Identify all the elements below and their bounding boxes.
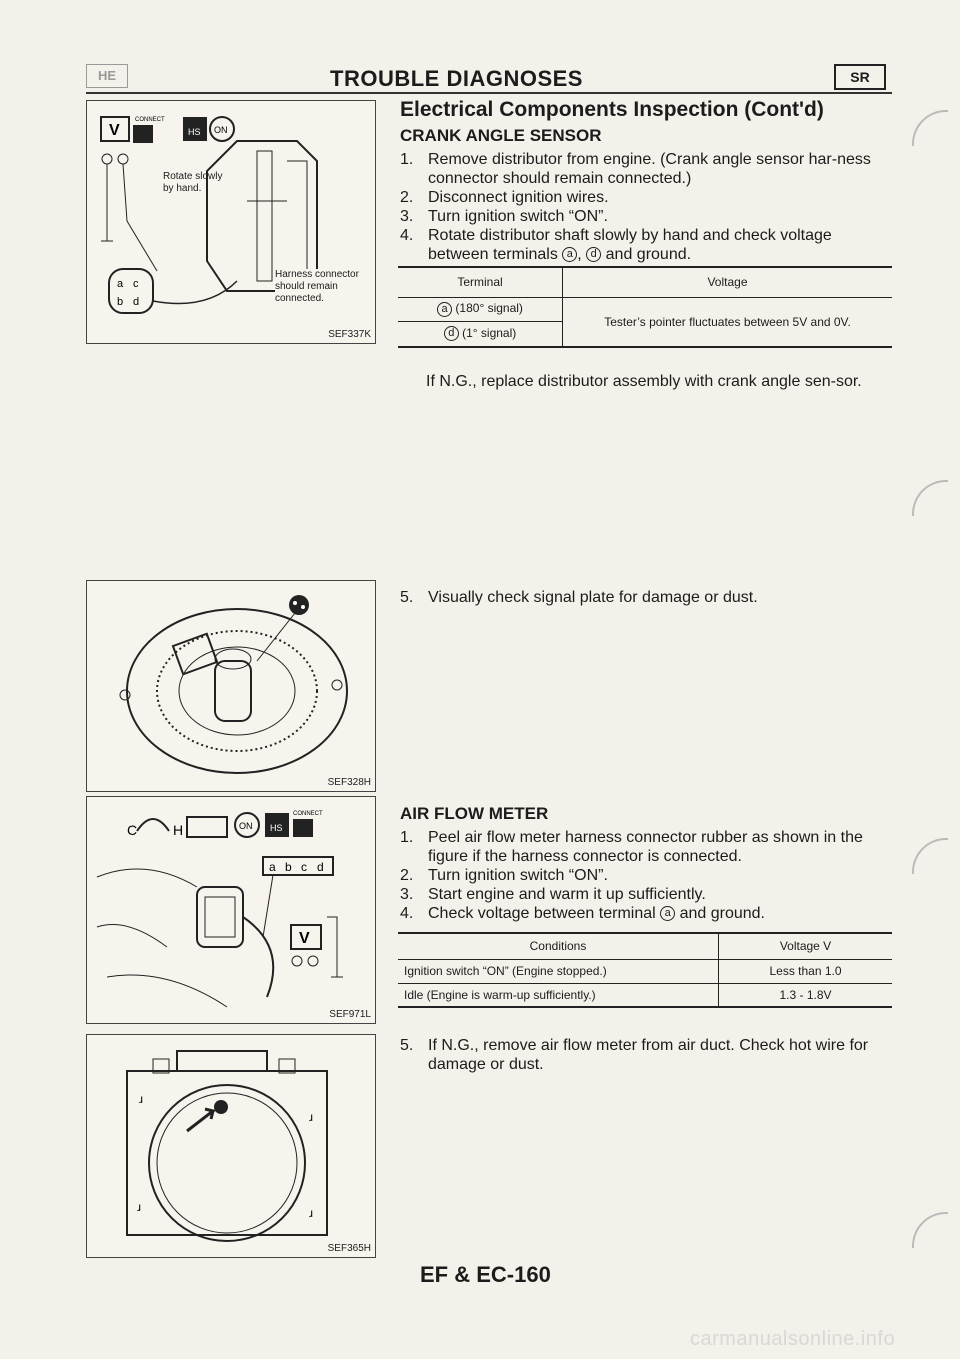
list-item: 1. Peel air flow meter harness connector rubber as shown in the figure if the harness connector is connected. <box>400 829 863 865</box>
table-header: Terminal <box>398 267 563 297</box>
h-label: H <box>173 822 184 838</box>
list-item: 4. Check voltage between terminal a and ground. <box>400 905 765 922</box>
pin-a: a <box>117 278 124 290</box>
terminal-a-icon: a <box>437 302 452 317</box>
page-header-title: TROUBLE DIAGNOSES <box>330 66 583 91</box>
binder-mark <box>912 110 948 146</box>
figure-air-flow-meter-connector <box>86 796 376 1024</box>
mount-symbol: ɹ <box>137 1200 141 1214</box>
section-title: Electrical Components Inspection (Cont'd) <box>400 98 824 121</box>
terminal-a-icon: a <box>562 247 577 262</box>
rotate-callout: Rotate slowly by hand. <box>163 171 223 194</box>
table-header: Voltage <box>563 267 893 297</box>
harness-callout: Harness connector should remain connected. <box>275 269 369 305</box>
meter-label: V <box>109 122 120 139</box>
table-header: Conditions <box>398 933 719 959</box>
table-cell: 1.3 - 1.8V <box>779 987 832 1002</box>
pin-a: a <box>269 860 276 874</box>
signal-plate-illustration <box>87 581 375 791</box>
watermark: carmanualsonline.info <box>690 1328 896 1350</box>
figure-crank-angle-sensor <box>86 100 376 344</box>
crank-heading: CRANK ANGLE SENSOR <box>400 126 602 145</box>
binder-mark <box>912 1212 948 1248</box>
meter-label: V <box>299 930 310 947</box>
list-item: 5. Visually check signal plate for damage or dust. <box>400 589 758 606</box>
mount-symbol: ɹ <box>309 1206 313 1220</box>
airflow-heading: AIR FLOW METER <box>400 804 549 823</box>
connect-label: CONNECT <box>293 811 323 817</box>
list-item: 2. Disconnect ignition wires. <box>400 189 609 206</box>
pin-d: d <box>133 296 140 308</box>
table-cell: Tester’s pointer fluctuates between 5V and 0V. <box>604 314 851 329</box>
table-cell: Idle (Engine is warm-up sufficiently.) <box>398 983 719 1007</box>
afm-connector-illustration <box>87 797 375 1023</box>
mount-symbol: ɹ <box>139 1092 143 1106</box>
figure-code: SEF365H <box>327 1243 371 1254</box>
list-item: 3. Turn ignition switch “ON”. <box>400 208 608 225</box>
crank-steps <box>400 150 892 264</box>
pin-d: d <box>317 860 324 874</box>
hs-label: HS <box>188 127 201 137</box>
terminal-d-icon: d <box>586 247 601 262</box>
table-header: Voltage V <box>719 933 893 959</box>
section-badge: SR <box>834 64 886 90</box>
list-item: 4. Rotate distributor shaft slowly by hand and check voltage between terminals a , d and ground. <box>400 227 832 263</box>
binder-mark <box>912 838 948 874</box>
page-number: EF & EC-160 <box>420 1262 551 1287</box>
airflow-voltage-table <box>398 932 892 1008</box>
on-label: ON <box>214 125 228 135</box>
list-item: 3. Start engine and warm it up sufficiently. <box>400 886 706 903</box>
connect-label: CONNECT <box>135 117 165 123</box>
pin-c: c <box>133 278 139 290</box>
table-cell: a (180° signal) <box>398 297 563 321</box>
table-row <box>398 983 892 1007</box>
list-item: 5. If N.G., remove air flow meter from air duct. Check hot wire for damage or dust. <box>400 1037 869 1073</box>
figure-air-flow-meter <box>86 1034 376 1258</box>
figure-code: SEF971L <box>329 1009 371 1020</box>
table-cell: Ignition switch “ON” (Engine stopped.) <box>398 959 719 983</box>
crank-voltage-table <box>398 266 892 348</box>
binder-mark <box>912 480 948 516</box>
crank-step-5 <box>400 588 892 607</box>
airflow-steps <box>400 828 894 923</box>
mount-symbol: ɹ <box>309 1110 313 1124</box>
table-cell: Less than 1.0 <box>719 959 893 983</box>
terminal-a-icon: a <box>660 906 675 921</box>
table-row <box>398 959 892 983</box>
header-rule <box>86 92 892 94</box>
air-flow-meter-illustration <box>87 1035 375 1257</box>
hs-label: HS <box>270 823 283 833</box>
section-tab: HE <box>86 64 128 88</box>
crank-result: If N.G., replace distributor assembly with crank angle sen-sor. <box>426 373 862 390</box>
list-item: 1. Remove distributor from engine. (Crank angle sensor har-ness connector should remain connected.) <box>400 151 871 187</box>
pin-b: b <box>285 860 292 874</box>
pin-b: b <box>117 296 124 308</box>
figure-code: SEF328H <box>327 777 371 788</box>
list-item: 2. Turn ignition switch “ON”. <box>400 867 608 884</box>
terminal-d-icon: d <box>444 326 459 341</box>
airflow-step-5 <box>400 1036 892 1074</box>
pin-c: c <box>301 860 307 874</box>
figure-code: SEF337K <box>328 329 371 340</box>
on-label: ON <box>239 821 253 831</box>
crank-sensor-illustration <box>87 101 375 343</box>
table-cell: d (1° signal) <box>398 321 563 347</box>
figure-signal-plate <box>86 580 376 792</box>
c-label: C <box>127 822 138 838</box>
